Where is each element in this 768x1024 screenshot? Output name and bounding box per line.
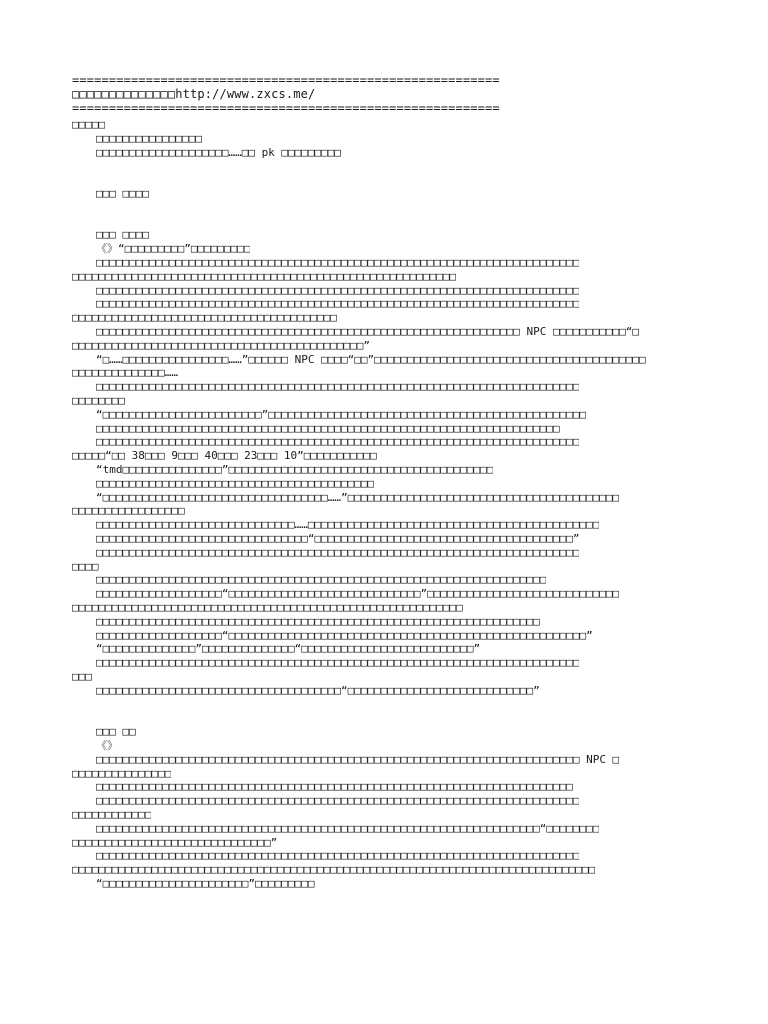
text-line: □□□□□□□□□□□□□□□□□□□□□□□□□□□□□□□□□□□□□□□□□□□□□□□□□□□□□□□□□□□□□□□□□□□□□□□□□□□□□□□ <box>72 863 596 877</box>
text-line: □□□□□□□□□□□□□□□□□□□□□□□□□□□□□□□□□□□□□□□□□□□□□□□□□□□□□□□□□□□□□□□□□□□□□□□□□ <box>96 283 580 297</box>
text-line: □□□□□□□□□□□□□□□□□□□□□□□□□□□□□□□□□□□□□□□□□□□□” <box>72 338 371 352</box>
text-line: □□□□□□□□□□□□□□□ <box>72 766 172 780</box>
text-line: □□□□ <box>72 559 99 573</box>
text-line: □□□ □□□□ <box>96 187 149 200</box>
text-line: “□……□□□□□□□□□□□□□□□□……”□□□□□□ NPC □□□□“□□”□□□□□□□□□□□□□□□□□□□□□□□□□□□□□□□□□□□□□□□□□ <box>96 352 646 366</box>
text-line: □□□□□□□□□□□□□□…… <box>72 366 178 380</box>
text-line: □□□□□□□□□□□□□□□□□□□□□□□□□□□□□□□□□□□□□□□□□□□□□□□□□□□□□□□□□□□□□□□□□□□□□□□□□ <box>96 256 580 269</box>
text-line: □□□□□□□□□□□□□□□□□□□□□□□□□□□□□□□□□□□□□□□□□□□□□□□□□□□□□□□□□□□□□□□□□□□□□□ <box>96 421 560 435</box>
text-line: □□□□□□□□□□□□□□□□ <box>96 131 202 145</box>
text-line: □□□□□□□□□□□□□□□□□□□□□□□□□□□□□□□□□□□□□□□□□□□□□□□□□□□□□□□□□□ <box>72 269 457 283</box>
header-rule-bottom: ========================================================== <box>72 102 500 115</box>
text-line: □□□□□□□□□□□□□□□□□□□□□□□□□□□□□□□□□□□□□□□□□□□□□□□□□□□□□□□□□□□□□□□□□□□□ <box>96 573 547 587</box>
text-line: □□□ <box>72 670 92 683</box>
text-line: □□□□□□□□□□□□□□□□□□□□□□□□□□□□□□□□□□□□□□□□□□□□□□□□□□□□□□□□□□□□□□□□□□□□□□□□□ NPC □ <box>96 752 620 766</box>
text-line: “□□□□□□□□□□□□□□□□□□□□□□□□”□□□□□□□□□□□□□□□□□□□□□□□□□□□□□□□□□□□□□□□□□□□□□□□□ <box>96 407 587 421</box>
text-line: □□□□□□□□□□□□□□□□□ <box>72 504 185 518</box>
text-line: 《》“□□□□□□□□□”□□□□□□□□□ <box>96 242 251 256</box>
header-site-line: □□□□□□□□□□□□□□http://www.zxcs.me/ <box>72 88 316 101</box>
text-line: □□□□□□□□□□□□□□□□□□□□□□□□□□□□□□□□□□□□□□□□ <box>72 311 337 325</box>
text-line: □□□□□□□□□□□□□□□□□□□□□□□□□□□□□□□□□□□□□□□□□□□□□□□□□□□□□□□□□□□ <box>72 601 463 614</box>
text-line: □□□□□□□□□□□□□□□□□□□□□□□□□□□□□□□□□□□□□□□□□□□□□□□□□□□□□□□□□□□□□□□□□□□□□□□□□ <box>96 380 580 394</box>
text-line: □□□□□□□□□□□□□□□□□□□□□□□□□□□□□□□□□□□□□□□□□□ <box>96 476 375 490</box>
text-line: “tmd□□□□□□□□□□□□□□□”□□□□□□□□□□□□□□□□□□□□□□□□□□□□□□□□□□□□□□□□ <box>96 463 494 476</box>
text-line: □□□□□□□□□□□□□□□□□□□□□□□□□□□□□□□□□□□□□□□□□□□□□□□□□□□□□□□□□□□□□□□□□□□“□□□□□□□□ <box>96 821 600 835</box>
text-line: □□□□□□□□□□□□□□□□□□□□□□□□□□□□□□□□□□□□□□□□□□□□□□□□□□□□□□□□□□□□□□□□□□□ <box>96 614 540 628</box>
text-line: □□□□□□□□□□□□□□□□□□□“□□□□□□□□□□□□□□□□□□□□□□□□□□□□□□□□□□□□□□□□□□□□□□□□□□□□□□” <box>96 628 593 642</box>
text-line: □□□□□□□□□□□□□□□□□□□□……□□ pk □□□□□□□□□ <box>96 145 342 159</box>
text-line: 《》 <box>96 739 118 752</box>
text-line: □□□□□□□□□□□□□□□□□□□□□□□□□□□□□□……□□□□□□□□□□□□□□□□□□□□□□□□□□□□□□□□□□□□□□□□□□□□ <box>96 518 600 532</box>
text-line: “□□□□□□□□□□□□□□”□□□□□□□□□□□□□□“□□□□□□□□□□□□□□□□□□□□□□□□□□” <box>96 642 481 656</box>
text-line: □□□□□□□□□□□□□□□□□□□□□□□□□□□□□□□□□□□□□□□□□□□□□□□□□□□□□□□□□□□□□□□□ NPC □□□□□□□□□□□“□ <box>96 325 640 338</box>
text-line: □□□ □□□□ <box>96 228 149 242</box>
text-line: □□□□□□□□□□□□□□□□□□□□□□□□□□□□□□□□“□□□□□□□□□□□□□□□□□□□□□□□□□□□□□□□□□□□□□□□” <box>96 532 580 545</box>
text-line: □□□□□□□□□□□□□□□□□□□□□□□□□□□□□□□□□□□□□□□□□□□□□□□□□□□□□□□□□□□□□□□□□□□□□□□□□ <box>96 794 580 808</box>
text-line: □□□□□□□□□□□□□□□□□□□□□□□□□□□□□□□□□□□□□□□□□□□□□□□□□□□□□□□□□□□□□□□□□□□□□□□□ <box>96 780 573 794</box>
text-line: □□□□□□□□□□□□ <box>72 808 152 821</box>
text-line: □□□□□□□□□□□□□□□□□□□□□□□□□□□□□□□□□□□□□□□□□□□□□□□□□□□□□□□□□□□□□□□□□□□□□□□□□ <box>96 656 580 670</box>
text-line: □□□□□□□□□□□□□□□□□□□“□□□□□□□□□□□□□□□□□□□□□□□□□□□□□”□□□□□□□□□□□□□□□□□□□□□□□□□□□□□ <box>96 587 620 601</box>
text-line: □□□□□□□□□□□□□□□□□□□□□□□□□□□□□□□□□□□□□“□□□□□□□□□□□□□□□□□□□□□□□□□□□□” <box>96 683 540 697</box>
text-line: □□□□□□□□□□□□□□□□□□□□□□□□□□□□□□□□□□□□□□□□□□□□□□□□□□□□□□□□□□□□□□□□□□□□□□□□□ <box>96 297 580 311</box>
text-line: □□□□□□□□ <box>72 394 125 407</box>
text-line: □□□□□“□□ 38□□□ 9□□□ 40□□□ 23□□□ 10”□□□□□□□□□□□ <box>72 449 377 463</box>
text-line: □□□□□□□□□□□□□□□□□□□□□□□□□□□□□□” <box>72 835 278 849</box>
text-line: □□□□□□□□□□□□□□□□□□□□□□□□□□□□□□□□□□□□□□□□□□□□□□□□□□□□□□□□□□□□□□□□□□□□□□□□□ <box>96 849 580 863</box>
text-line: “□□□□□□□□□□□□□□□□□□□□□□”□□□□□□□□□ <box>96 877 315 890</box>
text-line: □□□□□□□□□□□□□□□□□□□□□□□□□□□□□□□□□□□□□□□□□□□□□□□□□□□□□□□□□□□□□□□□□□□□□□□□□ <box>96 545 580 559</box>
text-line: □□□□□□□□□□□□□□□□□□□□□□□□□□□□□□□□□□□□□□□□□□□□□□□□□□□□□□□□□□□□□□□□□□□□□□□□□ <box>96 435 580 449</box>
header-rule-top: ========================================================== <box>72 74 500 87</box>
text-line: “□□□□□□□□□□□□□□□□□□□□□□□□□□□□□□□□□□……”□□□□□□□□□□□□□□□□□□□□□□□□□□□□□□□□□□□□□□□□□ <box>96 490 620 504</box>
text-line: □□□□□ <box>72 118 106 131</box>
text-line: □□□ □□ <box>96 725 136 739</box>
